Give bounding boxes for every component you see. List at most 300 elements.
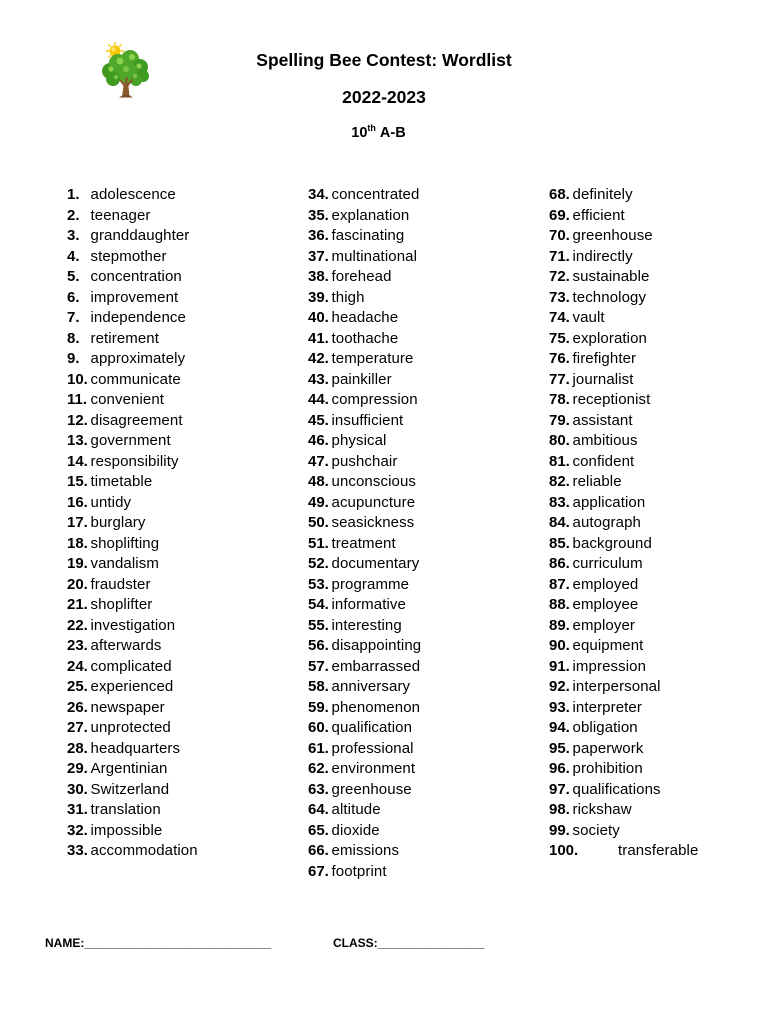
word-text: interesting (331, 616, 402, 634)
word-text: definitely (572, 186, 633, 203)
word-number: 21. (67, 596, 88, 613)
word-number: 13. (67, 432, 88, 449)
word-item (308, 452, 397, 472)
word-number: 15. (67, 473, 88, 490)
word-number: 6. (67, 288, 80, 306)
word-text: interpersonal (572, 678, 661, 695)
word-text: seasickness (331, 514, 415, 531)
word-text: vault (572, 309, 605, 326)
name-field-label: NAME:____________________________ (45, 936, 272, 950)
word-text: technology (572, 288, 647, 306)
word-item (549, 206, 625, 226)
word-number: 36. (308, 227, 329, 244)
word-item (549, 349, 636, 369)
word-item (308, 390, 418, 410)
word-item (308, 288, 365, 308)
word-number: 27. (67, 719, 88, 736)
word-number: 4. (67, 247, 80, 265)
word-item (67, 513, 146, 533)
word-number: 75. (549, 329, 570, 347)
word-number: 16. (67, 493, 88, 511)
word-text: environment (331, 760, 416, 777)
word-number: 74. (549, 309, 570, 326)
word-number: 77. (549, 370, 570, 388)
word-item (549, 226, 653, 246)
word-item (67, 185, 176, 205)
word-number: 84. (549, 514, 570, 531)
word-text: employed (572, 575, 639, 593)
word-item (549, 575, 638, 595)
word-number: 63. (308, 780, 329, 798)
word-item (549, 308, 605, 328)
word-item (67, 226, 189, 246)
word-number: 93. (549, 698, 570, 716)
word-number: 96. (549, 760, 570, 777)
word-number: 22. (67, 616, 88, 634)
word-number: 49. (308, 493, 329, 511)
word-text: prohibition (572, 760, 643, 777)
word-item (67, 247, 167, 267)
word-text: confident (572, 452, 635, 470)
word-item (308, 821, 380, 841)
word-text: employee (572, 596, 639, 613)
word-text: impression (572, 657, 647, 675)
word-number: 64. (308, 801, 329, 818)
word-item (549, 554, 643, 574)
word-item (308, 534, 396, 554)
word-number: 73. (549, 288, 570, 306)
word-item (549, 267, 650, 287)
word-item (67, 431, 171, 451)
word-text: exploration (572, 329, 647, 347)
word-number: 47. (308, 452, 329, 470)
word-item (549, 370, 634, 390)
word-item (308, 677, 410, 697)
word-number: 78. (549, 391, 570, 408)
word-number: 19. (67, 555, 88, 572)
word-text: reliable (572, 473, 622, 490)
word-number: 54. (308, 596, 329, 613)
word-number: 26. (67, 698, 88, 716)
word-text: concentrated (331, 186, 420, 203)
word-text: painkiller (331, 370, 392, 388)
word-number: 81. (549, 452, 570, 470)
word-number: 90. (549, 637, 570, 654)
word-text: equipment (572, 637, 644, 654)
word-number: 14. (67, 452, 88, 470)
word-item (308, 554, 419, 574)
word-text: responsibility (90, 452, 179, 470)
word-item (549, 677, 661, 697)
word-text: footprint (331, 862, 387, 880)
word-number: 98. (549, 801, 570, 818)
word-text: unprotected (90, 719, 171, 736)
word-number: 57. (308, 657, 329, 675)
word-item (67, 329, 159, 349)
word-number: 100. (549, 842, 579, 859)
word-text: assistant (572, 411, 633, 429)
word-column-1 (67, 185, 287, 905)
word-text: greenhouse (331, 780, 412, 798)
word-text: pushchair (331, 452, 398, 470)
word-item (308, 308, 398, 328)
word-item (67, 308, 186, 328)
word-number: 70. (549, 227, 570, 244)
word-number: 33. (67, 842, 88, 859)
word-number: 30. (67, 780, 88, 798)
word-item (67, 698, 165, 718)
word-text: compression (331, 391, 418, 408)
word-text: explanation (331, 206, 410, 224)
word-text: experienced (90, 678, 174, 695)
word-number: 65. (308, 821, 329, 839)
word-text: curriculum (572, 555, 643, 572)
word-number: 28. (67, 739, 88, 757)
word-number: 1. (67, 186, 80, 203)
word-text: autograph (572, 514, 641, 531)
word-number: 8. (67, 329, 80, 347)
word-number: 69. (549, 206, 570, 224)
word-number: 62. (308, 760, 329, 777)
word-number: 20. (67, 575, 88, 593)
word-item (308, 247, 417, 267)
word-number: 91. (549, 657, 570, 675)
word-number: 38. (308, 268, 329, 285)
word-number: 61. (308, 739, 329, 757)
word-text: receptionist (572, 391, 651, 408)
word-text: complicated (90, 657, 172, 675)
word-number: 67. (308, 862, 329, 880)
word-number: 79. (549, 411, 570, 429)
word-text: adolescence (90, 186, 176, 203)
word-text: Switzerland (90, 780, 170, 798)
word-item (67, 657, 172, 677)
word-item (308, 185, 419, 205)
word-column-3 (549, 185, 768, 905)
word-item (308, 841, 399, 861)
word-item (67, 288, 178, 308)
word-item (549, 431, 638, 451)
word-item (308, 739, 414, 759)
word-item (549, 452, 634, 472)
word-number: 34. (308, 186, 329, 203)
word-item (549, 698, 642, 718)
word-text: greenhouse (572, 227, 653, 244)
word-item (67, 800, 161, 820)
word-item (67, 759, 168, 779)
word-item (549, 739, 643, 759)
word-number: 9. (67, 350, 80, 367)
word-item (549, 390, 650, 410)
word-item (549, 800, 632, 820)
class-section: A-B (379, 125, 406, 141)
word-item (308, 226, 404, 246)
word-item (308, 472, 416, 492)
word-item (308, 636, 421, 656)
word-text: untidy (90, 493, 132, 511)
word-text: afterwards (90, 637, 162, 654)
word-number: 23. (67, 637, 88, 654)
word-number: 40. (308, 309, 329, 326)
word-item (549, 718, 638, 738)
word-item (67, 595, 152, 615)
word-text: indirectly (572, 247, 633, 265)
word-item (549, 616, 635, 636)
word-item (67, 493, 131, 513)
class-number: 10 (351, 125, 368, 141)
word-number: 52. (308, 555, 329, 572)
word-item (67, 411, 183, 431)
word-item (67, 452, 179, 472)
word-number: 35. (308, 206, 329, 224)
word-item (308, 206, 409, 226)
word-text: ambitious (572, 432, 638, 449)
word-item (308, 575, 409, 595)
word-text: newspaper (90, 698, 165, 716)
word-text: acupuncture (331, 493, 416, 511)
word-item (549, 595, 638, 615)
word-text: embarrassed (331, 657, 421, 675)
word-text: society (572, 821, 620, 839)
word-item (549, 780, 661, 800)
word-item (549, 329, 647, 349)
word-number: 50. (308, 514, 329, 531)
word-text: headquarters (90, 739, 181, 757)
word-text: anniversary (331, 678, 411, 695)
word-item (67, 206, 151, 226)
word-text: teenager (90, 206, 151, 224)
word-number: 68. (549, 186, 570, 203)
word-number: 32. (67, 821, 88, 839)
word-item (308, 329, 398, 349)
word-item (308, 862, 387, 882)
word-item (308, 780, 412, 800)
word-text: Argentinian (90, 760, 168, 777)
word-text: impossible (90, 821, 163, 839)
word-item (308, 513, 414, 533)
word-text: translation (90, 801, 161, 818)
word-number: 99. (549, 821, 570, 839)
word-text: qualifications (572, 780, 661, 798)
word-item (67, 472, 152, 492)
word-text: dioxide (331, 821, 380, 839)
word-number: 42. (308, 350, 329, 367)
word-item (67, 780, 169, 800)
word-item (549, 472, 622, 492)
word-number: 31. (67, 801, 88, 818)
word-column-2 (308, 185, 528, 905)
word-text: retirement (90, 329, 160, 347)
word-item (67, 534, 159, 554)
word-item (67, 718, 171, 738)
word-text: sustainable (572, 268, 650, 285)
word-number: 55. (308, 616, 329, 634)
word-text: emissions (331, 842, 400, 859)
word-item (67, 554, 159, 574)
word-text: forehead (331, 268, 392, 285)
word-text: fraudster (90, 575, 151, 593)
word-text: insufficient (331, 411, 404, 429)
word-number: 51. (308, 534, 329, 552)
word-text: disappointing (331, 637, 422, 654)
class-field-label: CLASS:________________ (333, 936, 485, 950)
word-item (308, 595, 406, 615)
word-text: background (572, 534, 652, 552)
word-text: phenomenon (331, 698, 421, 716)
word-item (549, 534, 652, 554)
word-item (549, 288, 646, 308)
word-item (549, 411, 633, 431)
word-item (308, 759, 415, 779)
word-text: thigh (331, 288, 365, 306)
word-item (308, 431, 387, 451)
word-number: 18. (67, 534, 88, 552)
word-text: timetable (90, 473, 153, 490)
word-item (308, 493, 415, 513)
class-label (0, 123, 768, 143)
word-text: journalist (572, 370, 634, 388)
word-item (67, 821, 162, 841)
word-item (549, 821, 620, 841)
word-number: 95. (549, 739, 570, 757)
word-text: physical (331, 432, 387, 449)
word-number: 71. (549, 247, 570, 265)
word-number: 85. (549, 534, 570, 552)
word-number: 82. (549, 473, 570, 490)
word-text: temperature (331, 350, 414, 367)
word-number: 56. (308, 637, 329, 654)
school-year: 2022-2023 (342, 87, 426, 107)
word-text: employer (572, 616, 635, 634)
word-text: unconscious (331, 473, 416, 490)
word-text: government (90, 432, 171, 449)
word-number: 29. (67, 760, 88, 777)
word-number: 3. (67, 227, 80, 244)
word-number: 87. (549, 575, 570, 593)
word-number: 39. (308, 288, 329, 306)
word-number: 5. (67, 268, 80, 285)
page-title: Spelling Bee Contest: Wordlist (256, 50, 512, 70)
word-item (549, 513, 641, 533)
word-number: 66. (308, 842, 329, 859)
word-item (67, 370, 181, 390)
word-text: concentration (90, 268, 182, 285)
word-item (308, 411, 403, 431)
word-item (67, 349, 185, 369)
word-text: vandalism (90, 555, 159, 572)
word-text: shoplifter (90, 596, 153, 613)
word-text: paperwork (572, 739, 644, 757)
word-text: programme (331, 575, 410, 593)
word-item (549, 657, 646, 677)
word-item (549, 247, 633, 267)
word-number: 41. (308, 329, 329, 347)
word-item (549, 185, 633, 205)
word-text: shoplifting (90, 534, 160, 552)
word-text: burglary (90, 514, 146, 531)
word-item (308, 370, 392, 390)
word-text: toothache (331, 329, 399, 347)
word-item (67, 390, 164, 410)
word-text: documentary (331, 555, 420, 572)
word-number: 45. (308, 411, 329, 429)
word-item (67, 636, 162, 656)
word-number: 10. (67, 370, 88, 388)
word-number: 46. (308, 432, 329, 449)
word-text: informative (331, 596, 406, 613)
word-number: 59. (308, 698, 329, 716)
word-text: disagreement (90, 411, 183, 429)
word-text: qualification (331, 719, 413, 736)
word-number: 25. (67, 678, 88, 695)
word-text: transferable (618, 842, 699, 859)
word-item (308, 718, 412, 738)
word-text: rickshaw (572, 801, 632, 818)
word-item (549, 636, 643, 656)
word-number: 11. (67, 391, 88, 408)
word-number: 92. (549, 678, 570, 695)
word-number: 60. (308, 719, 329, 736)
word-number: 17. (67, 514, 88, 531)
word-number: 53. (308, 575, 329, 593)
word-number: 37. (308, 247, 329, 265)
word-item (67, 575, 151, 595)
word-item (549, 841, 698, 861)
word-number: 94. (549, 719, 570, 736)
word-item (308, 616, 402, 636)
word-text: improvement (90, 288, 179, 306)
class-ordinal-suffix: th (367, 123, 376, 133)
word-item (308, 267, 392, 287)
word-text: treatment (331, 534, 396, 552)
word-item (308, 349, 413, 369)
word-number: 80. (549, 432, 570, 449)
word-number: 7. (67, 309, 80, 326)
word-text: granddaughter (90, 227, 190, 244)
word-item (67, 841, 198, 861)
word-text: independence (90, 309, 186, 326)
word-number: 24. (67, 657, 88, 675)
word-number: 58. (308, 678, 329, 695)
word-text: accommodation (90, 842, 198, 859)
word-text: investigation (90, 616, 176, 634)
word-text: stepmother (90, 247, 167, 265)
word-item (549, 759, 643, 779)
word-text: fascinating (331, 227, 405, 244)
word-item (308, 800, 381, 820)
word-text: firefighter (572, 350, 637, 367)
word-number: 86. (549, 555, 570, 572)
word-item (549, 493, 645, 513)
word-number: 76. (549, 350, 570, 367)
word-number: 12. (67, 411, 88, 429)
word-number: 89. (549, 616, 570, 634)
word-text: professional (331, 739, 414, 757)
word-text: approximately (90, 350, 186, 367)
word-text: interpreter (572, 698, 642, 716)
word-text: obligation (572, 719, 638, 736)
word-number: 48. (308, 473, 329, 490)
word-number: 43. (308, 370, 329, 388)
word-text: application (572, 493, 646, 511)
word-text: headache (331, 309, 399, 326)
word-item (308, 657, 420, 677)
word-number: 44. (308, 391, 329, 408)
word-number: 83. (549, 493, 570, 511)
word-item (67, 677, 173, 697)
word-item (67, 267, 182, 287)
word-number: 88. (549, 596, 570, 613)
